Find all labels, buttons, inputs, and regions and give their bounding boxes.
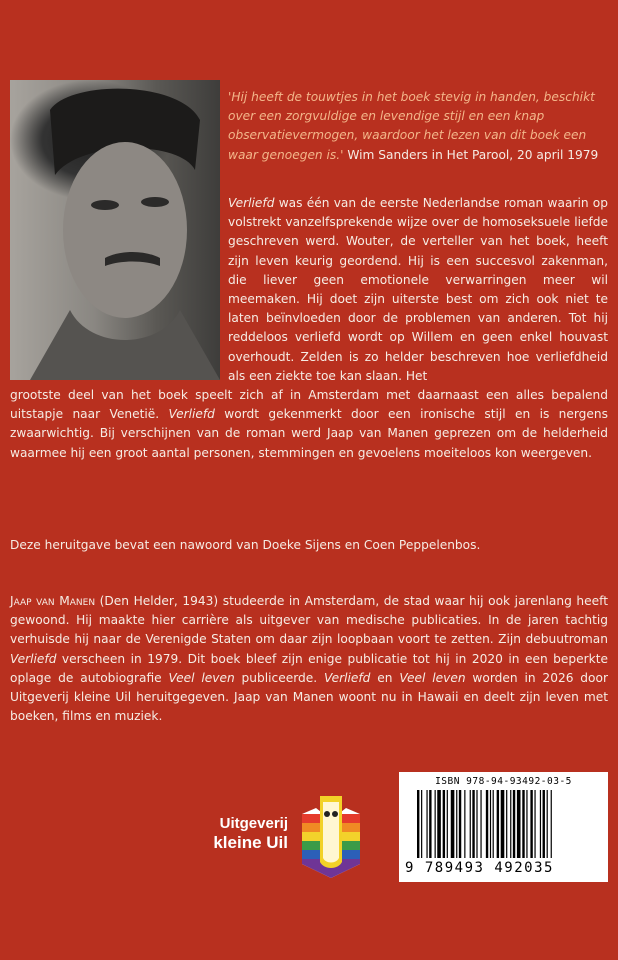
owl-rainbow-icon bbox=[296, 792, 366, 880]
book-title: Verliefd bbox=[10, 651, 57, 666]
bio-text: (Den Helder, 1943) studeerde in Amsterdam, de stad waar hij ook jarenlang heeft gewoond. Hij maakte hier carrière als uitgever van medische publicaties. In de jaren tachtig verhuisde hij naar de Verenigde Staten om daar zijn loopbaan voort te zetten. Zijn debuutroman bbox=[10, 594, 608, 647]
author-bio bbox=[10, 592, 608, 726]
book-title: Verliefd bbox=[168, 407, 215, 422]
book-title: Veel leven bbox=[168, 670, 235, 685]
review-quote bbox=[228, 88, 606, 165]
bio-text: worden in 2026 door Uitgeverij kleine Uil heruitgegeven. Jaap van Manen woont nu in Hawaii en deelt zijn leven met boeken, films en muziek. bbox=[10, 670, 608, 724]
publisher-line2b: Uil bbox=[266, 833, 288, 852]
publisher-line2a: kleine bbox=[213, 833, 267, 852]
blurb-text: wordt gekenmerkt door een ironische stijl en is nergens zwaarwichtig. Bij verschijnen van de roman werd Jaap van Manen geprezen om de helderheid waarmee hij een groot aantal personen, stemmingen en gevoelens moeiteloos kon weergeven. bbox=[10, 407, 608, 460]
barcode-bars bbox=[417, 790, 593, 860]
isbn-barcode bbox=[399, 772, 608, 882]
author-photo bbox=[10, 80, 220, 380]
bio-text: publiceerde. bbox=[234, 670, 324, 685]
book-title: Verliefd bbox=[228, 196, 275, 210]
isbn-label: ISBN 978-94-93492-03-5 bbox=[435, 776, 572, 787]
publisher-logo bbox=[188, 810, 368, 880]
book-title: Verliefd bbox=[323, 670, 371, 685]
publisher-name bbox=[188, 814, 288, 852]
quote-text: 'Hij heeft de touwtjes in het boek stevig in handen, beschikt over een zorgvuldige en levendige stijl en een knap observatievermogen, waardoor het lezen van dit boek een waar genoegen is.' bbox=[228, 90, 595, 162]
publisher-line1: Uitgeverij bbox=[219, 815, 288, 832]
bio-text: verscheen in 1979. Dit boek bleef zijn enige publicatie tot hij in 2020 in een beperkte oplage de autobiografie bbox=[10, 651, 608, 685]
author-name: Jaap van Manen bbox=[10, 594, 96, 608]
blurb-paragraph-continued bbox=[10, 386, 608, 463]
book-title: Veel leven bbox=[399, 670, 466, 685]
blurb-text: grootste deel van het boek speelt zich af in Amsterdam met daarnaast een alles bepalend uitstapje naar Venetië. bbox=[10, 388, 608, 422]
isbn-digits: 9 789493 492035 bbox=[405, 860, 554, 876]
blurb-text: was één van de eerste Nederlandse roman waarin op volstrekt vanzelfsprekende wijze over de homoseksuele liefde geschreven werd. Wouter, de verteller van het boek, heeft zijn leven keurig geordend. Hij is een succesvol zakenman, die liever geen emotionele verwarringen meer wil meemaken. Hij doet zijn uiterste best om zich ook niet te laten beïnvloeden door de problemen van anderen. Tot hij reddeloos verliefd wordt op Willem en geen enkel houvast overhoudt. Zelden is zo helder beschreven hoe verliefdheid als een ziekte toe kan slaan. Het bbox=[228, 196, 608, 383]
reissue-note: Deze heruitgave bevat een nawoord van Doeke Sijens en Coen Peppelenbos. bbox=[10, 538, 481, 552]
bio-text: en bbox=[370, 670, 400, 685]
quote-attribution: Wim Sanders in Het Parool, 20 april 1979 bbox=[343, 147, 599, 162]
blurb-paragraph bbox=[228, 194, 608, 386]
